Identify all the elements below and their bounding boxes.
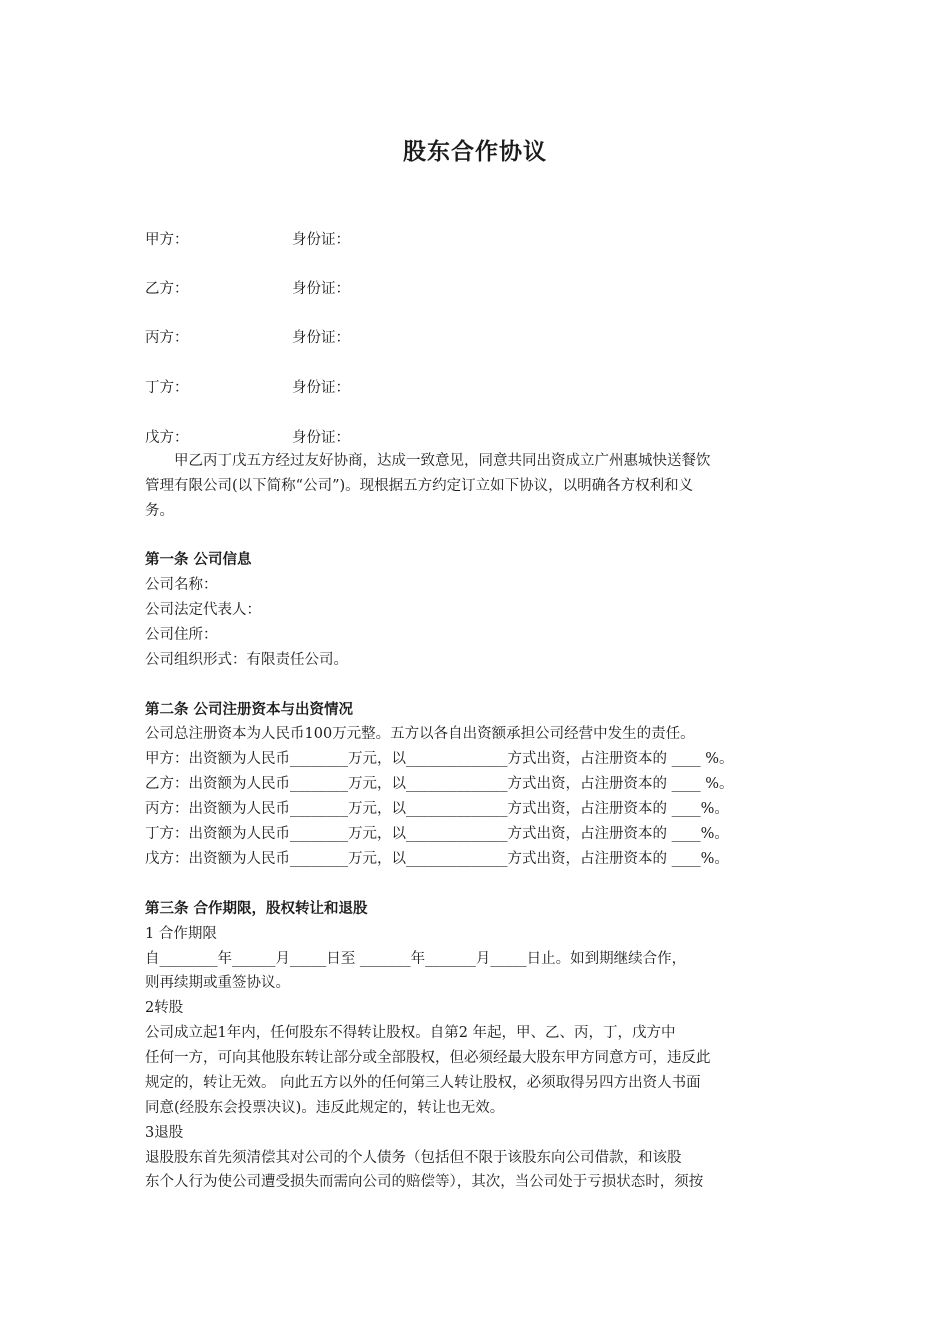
article-line: 任何一方，可向其他股东转让部分或全部股权，但必须经最大股东甲方同意方可，违反此 [145,1050,711,1066]
intro-line: 管理有限公司(以下简称“公司”)。现根据五方约定订立如下协议，以明确各方权利和义 [145,478,694,494]
article-line: 公司名称： [145,577,218,593]
capital-line: 戊方：出资额为人民币________万元，以______________方式出资，占注册资本的 ____%。 [145,851,729,867]
capital-line: 甲方：出资额为人民币________万元，以______________方式出资，占注册资本的 ____ %。 [145,751,734,767]
intro-line: 务。 [145,503,174,519]
party-id-label: 身份证： [292,380,350,396]
article-line: 公司法定代表人： [145,602,261,618]
article-line: 1 合作期限 [145,926,217,942]
article-line: 2转股 [145,1000,184,1016]
document-title: 股东合作协议 [403,139,547,165]
party-id-label: 身份证： [292,430,350,446]
party-label: 乙方： [145,281,189,297]
article-line: 自________年______月_____日至 _______年_______月_____日止。如到期继续合作， [145,951,687,967]
article-line: 同意(经股东会投票决议)。违反此规定的，转让也无效。 [145,1100,505,1116]
article-heading: 第三条 合作期限，股权转让和退股 [145,901,368,917]
article-line: 规定的，转让无效。 向此五方以外的任何第三人转让股权，必须取得另四方出资人书面 [145,1075,701,1091]
article-line: 则再续期或重签协议。 [145,975,290,991]
article-line: 东个人行为使公司遭受损失而需向公司的赔偿等），其次，当公司处于亏损状态时，须按 [145,1174,704,1190]
party-label: 丙方： [145,330,189,346]
party-label: 甲方： [145,232,189,248]
article-line: 公司组织形式：有限责任公司。 [145,652,348,668]
article-heading: 第一条 公司信息 [145,552,252,568]
party-id-label: 身份证： [292,232,350,248]
intro-line: 甲乙丙丁戊五方经过友好协商，达成一致意见，同意共同出资成立广州惠城快送餐饮 [145,453,711,469]
party-label: 丁方： [145,380,189,396]
article-line: 公司住所： [145,627,218,643]
article-line: 3退股 [145,1125,184,1141]
party-id-label: 身份证： [292,281,350,297]
article-line: 公司成立起1年内，任何股东不得转让股权。自第2 年起，甲、乙、丙，丁，戊方中 [145,1025,676,1041]
article-line: 退股股东首先须清偿其对公司的个人债务（包括但不限于该股东向公司借款，和该股 [145,1150,682,1166]
capital-line: 丙方：出资额为人民币________万元，以______________方式出资，占注册资本的 ____%。 [145,801,729,817]
capital-line: 丁方：出资额为人民币________万元，以______________方式出资，占注册资本的 ____%。 [145,826,729,842]
article-heading: 第二条 公司注册资本与出资情况 [145,702,354,718]
article-line: 公司总注册资本为人民币100万元整。五方以各自出资额承担公司经营中发生的责任。 [145,726,695,742]
capital-line: 乙方：出资额为人民币________万元，以______________方式出资，占注册资本的 ____ %。 [145,776,734,792]
party-label: 戊方： [145,430,189,446]
party-id-label: 身份证： [292,330,350,346]
